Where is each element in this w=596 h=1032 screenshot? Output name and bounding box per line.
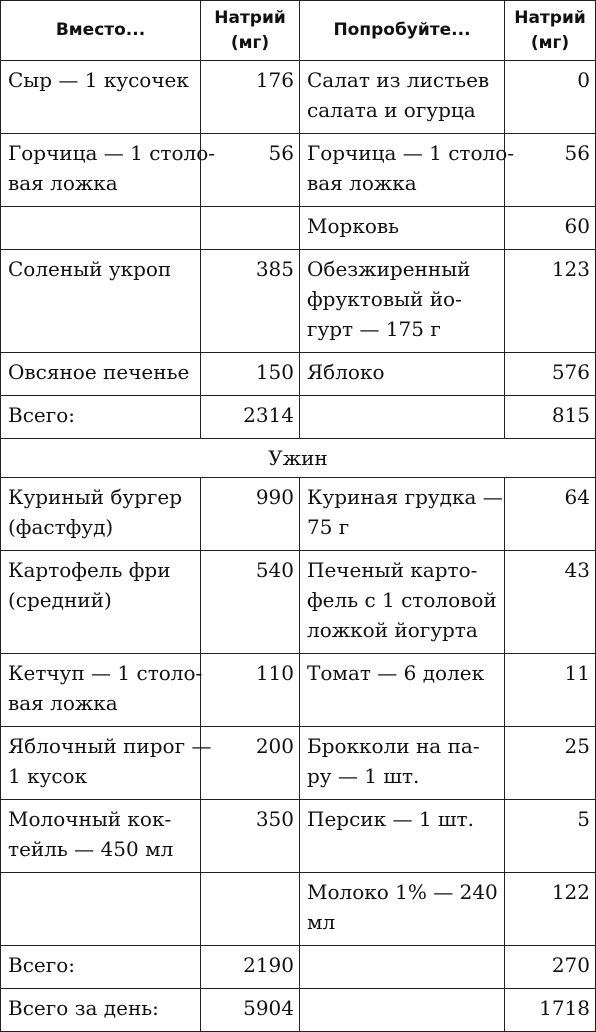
try-item-cell bbox=[300, 353, 505, 396]
instead-sodium-cell: 2314 bbox=[201, 396, 300, 439]
try-item-cell bbox=[300, 989, 505, 1032]
cell-text-line: ру — 1 шт. bbox=[307, 764, 420, 788]
cell-text-line: вая ложка bbox=[8, 691, 118, 715]
try-item-cell bbox=[300, 134, 515, 207]
try-sodium-cell: 0 bbox=[505, 61, 596, 134]
cell-text-line: Персик — 1 шт. bbox=[307, 807, 474, 831]
header-instead: Вместо... bbox=[1, 1, 201, 61]
table-row bbox=[1, 396, 596, 439]
cell-text-line: ложкой йогурта bbox=[307, 618, 478, 642]
instead-item-cell bbox=[1, 946, 201, 989]
instead-sodium-cell: 540 bbox=[201, 551, 300, 654]
instead-sodium-cell bbox=[201, 873, 300, 946]
table-body-top bbox=[1, 61, 596, 439]
instead-item-cell bbox=[1, 250, 201, 353]
instead-item-cell bbox=[1, 551, 201, 654]
instead-item-cell bbox=[1, 353, 201, 396]
try-sodium-cell: 815 bbox=[505, 396, 596, 439]
instead-item-cell bbox=[1, 134, 216, 207]
cell-text-line: Картофель фри bbox=[8, 558, 171, 582]
cell-text-line: фруктовый йо- bbox=[307, 287, 462, 311]
instead-item-cell bbox=[1, 989, 201, 1032]
cell-text-line: Овсяное печенье bbox=[8, 360, 190, 384]
try-sodium-cell: 123 bbox=[505, 250, 596, 353]
cell-text-line: гурт — 175 г bbox=[307, 317, 441, 341]
cell-text-line: тейль — 450 мл bbox=[8, 837, 174, 861]
table-row bbox=[1, 207, 596, 250]
table-row bbox=[1, 250, 596, 353]
table-section-dinner bbox=[1, 439, 596, 478]
try-sodium-cell: 11 bbox=[505, 654, 596, 727]
instead-sodium-cell bbox=[201, 207, 300, 250]
cell-text-line: вая ложка bbox=[8, 171, 118, 195]
try-sodium-cell: 270 bbox=[505, 946, 596, 989]
header-try: Попробуйте... bbox=[300, 1, 505, 61]
try-sodium-cell: 5 bbox=[505, 800, 596, 873]
cell-text-line: Всего: bbox=[8, 953, 75, 977]
cell-text-line: 75 г bbox=[307, 515, 350, 539]
try-item-cell bbox=[300, 946, 505, 989]
try-item-cell bbox=[300, 478, 505, 551]
cell-text-line: 1 кусок bbox=[8, 764, 88, 788]
instead-item-cell bbox=[1, 61, 201, 134]
table-row bbox=[1, 654, 596, 727]
instead-item-cell bbox=[1, 207, 201, 250]
table-row bbox=[1, 478, 596, 551]
cell-text-line: Куриная грудка — bbox=[307, 485, 503, 509]
try-sodium-cell: 56 bbox=[505, 134, 596, 207]
table-body-dinner bbox=[1, 478, 596, 1032]
instead-item-cell bbox=[1, 800, 201, 873]
try-sodium-cell: 122 bbox=[505, 873, 596, 946]
cell-text-line: Кетчуп — 1 столо- bbox=[8, 661, 203, 685]
try-item-cell bbox=[300, 396, 505, 439]
table-row bbox=[1, 353, 596, 396]
cell-text-line: вая ложка bbox=[307, 171, 417, 195]
table-row bbox=[1, 727, 596, 800]
try-sodium-cell: 43 bbox=[505, 551, 596, 654]
instead-sodium-cell: 150 bbox=[201, 353, 300, 396]
cell-text-line: Печеный карто- bbox=[307, 558, 478, 582]
cell-text-line: (средний) bbox=[8, 588, 112, 612]
cell-text-line: мл bbox=[307, 910, 336, 934]
table-row bbox=[1, 551, 596, 654]
cell-text-line: Обезжиренный bbox=[307, 257, 471, 281]
try-item-cell bbox=[300, 207, 505, 250]
instead-sodium-cell: 56 bbox=[201, 134, 300, 207]
cell-text-line: Брокколи на па- bbox=[307, 734, 480, 758]
section-title-dinner: Ужин bbox=[1, 439, 596, 478]
instead-sodium-cell: 5904 bbox=[201, 989, 300, 1032]
instead-sodium-cell: 200 bbox=[201, 727, 300, 800]
try-item-cell bbox=[300, 727, 505, 800]
header-row bbox=[1, 1, 596, 61]
try-item-cell bbox=[300, 250, 505, 353]
cell-text-line: Всего: bbox=[8, 403, 75, 427]
cell-text-line: Горчица — 1 столо- bbox=[8, 141, 216, 165]
section-row bbox=[1, 439, 596, 478]
cell-text-line: салата и огурца bbox=[307, 98, 476, 122]
instead-sodium-cell: 385 bbox=[201, 250, 300, 353]
cell-text-line: Молоко 1% — 240 bbox=[307, 880, 498, 904]
cell-text-line: Томат — 6 долек bbox=[307, 661, 485, 685]
cell-text-line: Горчица — 1 столо- bbox=[307, 141, 515, 165]
instead-item-cell bbox=[1, 727, 212, 800]
try-item-cell bbox=[300, 800, 505, 873]
instead-sodium-cell: 2190 bbox=[201, 946, 300, 989]
instead-item-cell bbox=[1, 654, 201, 727]
table-row bbox=[1, 989, 596, 1032]
cell-text-line: фель с 1 столовой bbox=[307, 588, 497, 612]
try-item-cell bbox=[300, 551, 505, 654]
try-sodium-cell: 1718 bbox=[505, 989, 596, 1032]
header-sodium-try: Натрий (мг) bbox=[505, 1, 596, 61]
instead-sodium-cell: 176 bbox=[201, 61, 300, 134]
table-row bbox=[1, 800, 596, 873]
instead-item-cell bbox=[1, 396, 201, 439]
try-sodium-cell: 60 bbox=[505, 207, 596, 250]
cell-text-line: Салат из листьев bbox=[307, 68, 490, 92]
instead-sodium-cell: 990 bbox=[201, 478, 300, 551]
table-row bbox=[1, 61, 596, 134]
try-item-cell bbox=[300, 873, 505, 946]
cell-text-line: Морковь bbox=[307, 214, 400, 238]
try-sodium-cell: 576 bbox=[505, 353, 596, 396]
cell-text-line: Куриный бургер bbox=[8, 485, 183, 509]
try-item-cell bbox=[300, 654, 505, 727]
cell-text-line: Яблочный пирог — bbox=[8, 734, 212, 758]
instead-item-cell bbox=[1, 873, 201, 946]
cell-text-line: Яблоко bbox=[307, 360, 385, 384]
cell-text-line: Молочный кок- bbox=[8, 807, 172, 831]
cell-text-line: Всего за день: bbox=[8, 996, 159, 1020]
instead-sodium-cell: 350 bbox=[201, 800, 300, 873]
table-row bbox=[1, 873, 596, 946]
instead-sodium-cell: 110 bbox=[201, 654, 300, 727]
try-sodium-cell: 25 bbox=[505, 727, 596, 800]
instead-item-cell bbox=[1, 478, 201, 551]
table-row bbox=[1, 946, 596, 989]
table-row bbox=[1, 134, 596, 207]
cell-text-line: Соленый укроп bbox=[8, 257, 172, 281]
cell-text-line: (фастфуд) bbox=[8, 515, 114, 539]
try-sodium-cell: 64 bbox=[505, 478, 596, 551]
header-sodium-instead: Натрий (мг) bbox=[201, 1, 300, 61]
cell-text-line: Сыр — 1 кусочек bbox=[8, 68, 189, 92]
try-item-cell bbox=[300, 61, 505, 134]
